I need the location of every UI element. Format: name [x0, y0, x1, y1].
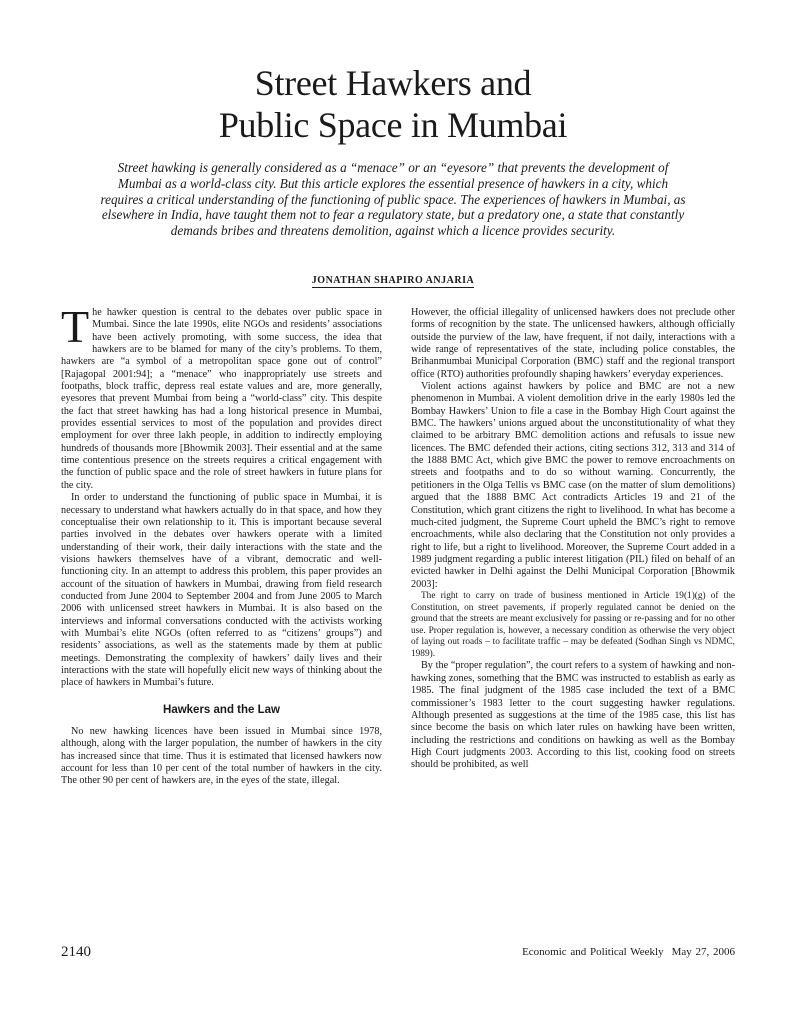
paragraph	[61, 301, 382, 492]
paragraph: However, the official illegality of unlicensed hawkers does not preclude other forms of recognition by the state. The unlicensed hawkers, although officially outside the purview of the law, have frequent, if not daily, interactions with a wide range of representatives of the state, including police constables, the Brihanmumbai Municipal Corporation (BMC) staff and the regional transport office (RTO) authorities profoundly shaping hawkers’ everyday experiences.	[411, 307, 735, 380]
title-line-2: Public Space in Mumbai	[218, 105, 568, 145]
paragraph: Violent actions against hawkers by police and BMC are not a new phenomenon in Mumbai. A violent demolition drive in the early 1980s led the Bombay Hawkers’ Union to file a case in the Bombay High Court against the BMC. The hawkers’ unions argued about the unconstitutionality of what they claimed to be arbitrary BMC demolition actions and refusals to issue new licences. The BMC defended their actions, citing sections 312, 313 and 314 of the 1888 BMC Act, which give BMC the power to remove encroachments on streets and footpaths and to do so without warning. Concurrently, the petitioners in the Olga Tellis vs BMC case (on the matter of slum demolitions) argued that the 1888 BMC Act contradicts Articles 19 and 21 of the Constitution, which grant citizens the right to livelihood. In what has become a much-cited judgment, the Supreme Court upheld the BMC’s right to remove encroachments, while also declaring that the Constitution not only provides a right to life, but a right to livelihood. Moreover, the Supreme Court added in a 1989 judgment regarding a public interest litigation (PIL) filed on behalf of an evicted hawker in Delhi against the Delhi Municipal Corporation [Bhowmik 2003]:	[411, 381, 735, 590]
page-number: 2140	[61, 944, 91, 960]
journal-footer	[522, 946, 735, 958]
paragraph-text: he hawker question is central to the debates over public space in Mumbai. Since the late 1990s, elite NGOs and residents’ associations have been actively promoting, with some success, the idea that hawkers are to be blamed for many of the city’s problems. To them, hawkers are “a symbol of a metropolitan space gone out of control” [Rajagopal 2001:94]; a “menace” who inappropriately use streets and footpaths, block traffic, depress real estate values and are, more generally, eyesores that prevent Mumbai from being a “world-class” city. This despite the fact that street hawking has had a long historical presence in Mumbai, provides essential services to most of the population and provides direct employment for over three lakh people, in addition to indirectly employing hundreds of thousands more [Bhowmik 2003]. Their essential and at the same time contentious presence on the streets requires a critical engagement with the function of public space and the role of street hawkers in future plans for the city.	[61, 307, 382, 491]
paragraph: In order to understand the functioning of public space in Mumbai, it is necessary to understand what hawkers actually do in that space, and how they conceptualise their own relationship to it. This is important because several parties involved in the debates over hawkers operate with a limited understanding of their work, their daily interactions with the state and the visions hawkers themselves have of a vibrant, democratic and well-functioning city. In an attempt to address this problem, this paper provides an account of the situation of hawkers in Mumbai, drawing from field research conducted from June 2004 to September 2004 and from June 2005 to March 2006 with unlicensed street hawkers in Mumbai. It is also based on the interviews and informal conversations conducted with the activists working with Mumbai’s elite NGOs (often referred to as “citizens’ groups”) and residents’ associations, as well as the statements made by them at public meetings. Demonstrating the complexity of hawkers’ daily lives and their interactions with the state will hopefully elicit new ways of thinking about the place of hawkers in Mumbai’s future.	[61, 492, 382, 689]
issue-date: May 27, 2006	[671, 946, 735, 958]
title-line-1: Street Hawkers and	[254, 63, 532, 103]
section-heading: Hawkers and the Law	[163, 703, 280, 716]
journal-name: Economic and Political Weekly	[522, 946, 664, 958]
right-column	[411, 307, 735, 772]
article-title	[0, 62, 786, 146]
block-quote: The right to carry on trade of business mentioned in Article 19(1)(g) of the Constitution, on street pavements, if properly regulated cannot be denied on the ground that the streets are meant exclusively for passing or re-passing and for no other use. Proper regulation is, however, a necessary condition as otherwise the very object of laying out roads – to facilitate traffic – may be defeated (Sodhan Singh vs NDMC, 1989).	[411, 590, 735, 659]
article-abstract: Street hawking is generally considered as a “menace” or an “eyesore” that prevents the development of Mumbai as a world-class city. But this article explores the essential presence of hawkers in a city, which requires a critical understanding of the functioning of public space. The experiences of hawkers in Mumbai, as elsewhere in India, have taught them not to fear a regulatory state, but a predatory one, a state that constantly demands bribes and threatens demolition, against which a licence provides security.	[100, 160, 686, 239]
left-column	[61, 301, 382, 788]
author-name: JONATHAN SHAPIRO ANJARIA	[311, 275, 475, 286]
paragraph: No new hawking licences have been issued in Mumbai since 1978, although, along with the larger population, the number of hawkers in the city has increased since that time. Thus it is estimated that licensed hawkers now account for less than 10 per cent of the total number of hawkers in the city. The other 90 per cent of hawkers are, in the eyes of the state, illegal.	[61, 726, 382, 787]
drop-cap: T	[61, 301, 90, 352]
author-byline	[0, 275, 786, 286]
paragraph: By the “proper regulation”, the court refers to a system of hawking and non-hawking zones, something that the BMC was instructed to establish as early as 1985. The final judgment of the 1985 case included the text of a BMC commissioner’s 1983 letter to the court suggesting hawker regulations. Although presented as suggestions at the time of the 1985 case, this list has since become the basis on which later rules on hawking have been written, including the restrictions and conditions on hawking as well as the Bombay High Court judgments 2003. According to this list, cooking food on streets should be prohibited, as well	[411, 660, 735, 771]
